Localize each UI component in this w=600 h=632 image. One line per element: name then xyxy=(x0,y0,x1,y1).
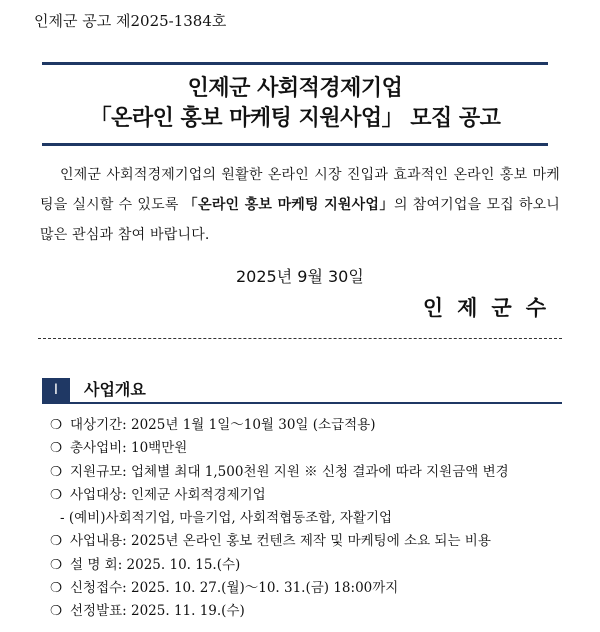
intro-paragraph xyxy=(40,160,560,250)
item-text: 사업내용: 2025년 온라인 홍보 컨텐츠 제작 및 마케팅에 소요 되는 비용 xyxy=(70,533,491,550)
item-text: 신청접수: 2025. 10. 27.(월)～10. 31.(금) 18:00까지 xyxy=(70,580,399,597)
circle-bullet-icon: ❍ xyxy=(50,440,63,457)
notice-date: 2025년 9월 30일 xyxy=(236,267,364,286)
list-item xyxy=(50,554,570,577)
item-text: 지원규모: 업체별 최대 1,500천원 지원 ※ 신청 결과에 따라 지원금액 변경 xyxy=(70,463,509,480)
circle-bullet-icon: ❍ xyxy=(50,417,63,433)
section-number: Ⅰ xyxy=(42,378,70,402)
list-item xyxy=(50,577,570,600)
section-header xyxy=(42,378,562,402)
overview-list xyxy=(50,414,570,624)
list-item xyxy=(50,461,570,484)
title-line-2: 「온라인 홍보 마케팅 지원사업」 모집 공고 xyxy=(89,106,501,131)
intro-text-2: 의 참여기업을 모집 하오니 많은 관심과 참여 바랍니다. xyxy=(40,197,560,243)
circle-bullet-icon: ❍ xyxy=(50,463,63,480)
circle-bullet-icon: ❍ xyxy=(50,533,63,550)
list-item xyxy=(50,484,570,507)
item-text: 사업대상: 인제군 사회적경제기업 xyxy=(70,486,266,503)
dashed-divider xyxy=(38,338,562,339)
intro-text-1: 인제군 사회적경제기업의 원활한 온라인 시장 진입과 효과적인 온라인 홍보 마케팅을 실시할 수 있도록 xyxy=(40,167,560,213)
issuer: 인제군수 xyxy=(422,296,560,320)
list-subitem xyxy=(50,507,570,530)
title-box xyxy=(42,62,548,146)
item-text: - (예비)사회적기업, 마을기업, 사회적협동조합, 자활기업 xyxy=(60,510,393,527)
item-text: 대상기간: 2025년 1월 1일～10월 30일 (소급적용) xyxy=(70,417,376,433)
list-item xyxy=(50,530,570,553)
list-item xyxy=(50,437,570,460)
item-text: 설 명 회: 2025. 10. 15.(수) xyxy=(70,556,241,573)
section-title: 사업개요 xyxy=(84,380,146,399)
list-item xyxy=(50,600,570,623)
circle-bullet-icon: ❍ xyxy=(50,580,63,597)
intro-highlight: 「온라인 홍보 마케팅 지원사업」 xyxy=(183,197,394,213)
circle-bullet-icon: ❍ xyxy=(50,556,63,573)
item-text: 총사업비: 10백만원 xyxy=(70,440,188,457)
section-rule xyxy=(42,402,562,404)
item-text: 선정발표: 2025. 11. 19.(수) xyxy=(70,603,245,620)
notice-number: 인제군 공고 제2025-1384호 xyxy=(34,12,227,30)
list-item xyxy=(50,414,570,437)
title-line-1: 인제군 사회적경제기업 xyxy=(187,76,403,101)
circle-bullet-icon: ❍ xyxy=(50,603,63,620)
circle-bullet-icon: ❍ xyxy=(50,486,63,503)
